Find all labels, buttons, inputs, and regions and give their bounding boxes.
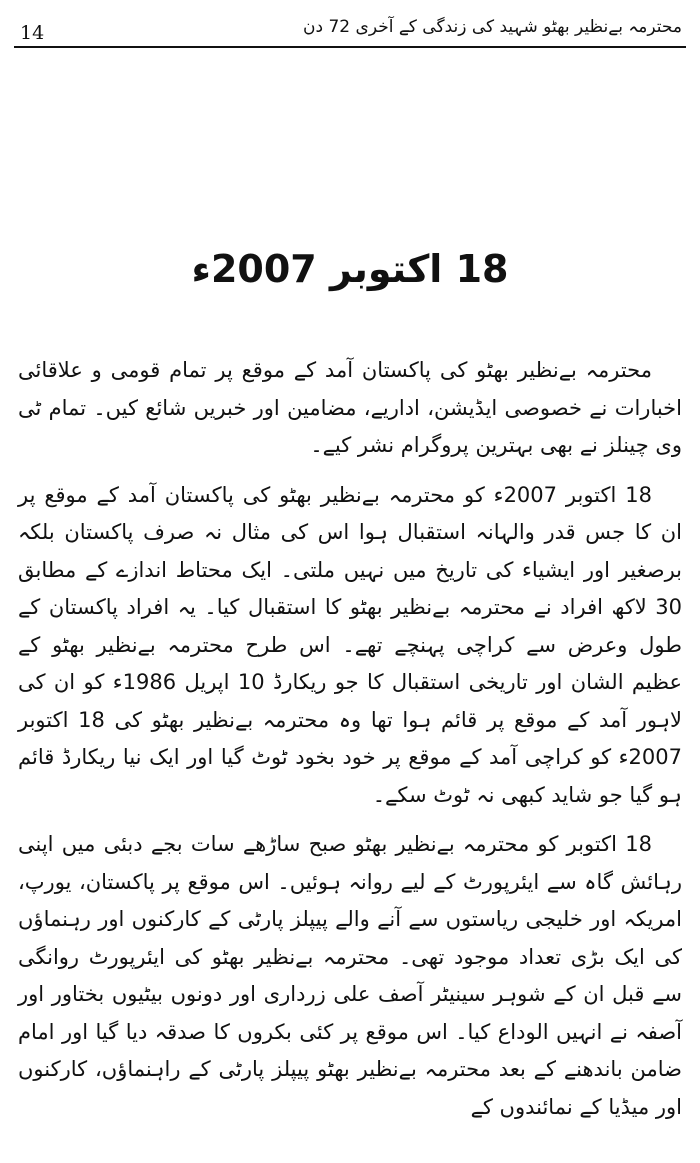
running-title: محترمہ بےنظیر بھٹو شہید کی زندگی کے آخری 72 دن xyxy=(303,17,682,37)
paragraph: محترمہ بےنظیر بھٹو کی پاکستان آمد کے موقع پر تمام قومی و علاقائی اخبارات نے خصوصی ایڈیشن، اداریے، مضامین اور خبریں شائع کیں۔ تمام ٹی وی چینلز نے بھی بہترین پروگرام نشر کیے۔ xyxy=(18,358,682,457)
paragraph: 18 اکتوبر کو محترمہ بےنظیر بھٹو صبح ساڑھے سات بجے دبئی میں اپنی رہائش گاہ سے ایئرپورٹ کے لیے روانہ ہوئیں۔ اس موقع پر پاکستان، یورپ، امریکہ اور خلیجی ریاستوں سے آنے والے پیپلز پارٹی کے کارکنوں اور رہنماؤں کی ایک بڑی تعداد موجود تھی۔ محترمہ بےنظیر بھٹو کی ایئرپورٹ روانگی سے قبل ان کے شوہر سینیٹر آصف علی زرداری اور دونوں بیٹیوں بختاور اور آصفہ نے انہیں الوداع کیا۔ اس موقع پر کئی بکروں کا صدقہ دیا گیا اور امام ضامن باندھنے کے بعد محترمہ بےنظیر بھٹو پیپلز پارٹی کے راہنماؤں، کارکنوں اور میڈیا کے نمائندوں کے xyxy=(18,832,682,1119)
chapter-title: 18 اکتوبر 2007ء xyxy=(191,247,509,292)
page-number: 14 xyxy=(20,22,45,44)
header-rule xyxy=(14,46,686,48)
page-header xyxy=(14,14,686,48)
paragraph: 18 اکتوبر 2007ء کو محترمہ بےنظیر بھٹو کی پاکستان آمد کے موقع پر ان کا جس قدر والہانہ استقبال ہوا اس کی مثال نہ صرف پاکستان بلکہ برصغیر اور ایشیاء کی تاریخ میں نہیں ملتی۔ ایک محتاط اندازے کے مطابق 30 لاکھ افراد نے محترمہ بےنظیر بھٹو کا استقبال کیا۔ یہ افراد پاکستان کے طول وعرض سے کراچی پہنچے تھے۔ اس طرح محترمہ بےنظیر بھٹو کے عظیم الشان اور تاریخی استقبال کا جو ریکارڈ 10 اپریل 1986ء کو ان کی لاہور آمد کے موقع پر قائم ہوا تھا وہ محترمہ بےنظیر بھٹو کی 18 اکتوبر 2007ء کو کراچی آمد کے موقع پر خود بخود ٹوٹ گیا اور ایک نیا ریکارڈ قائم ہو گیا جو شاید کبھی نہ ٹوٹ سکے۔ xyxy=(18,482,683,807)
body-text xyxy=(18,352,682,1138)
